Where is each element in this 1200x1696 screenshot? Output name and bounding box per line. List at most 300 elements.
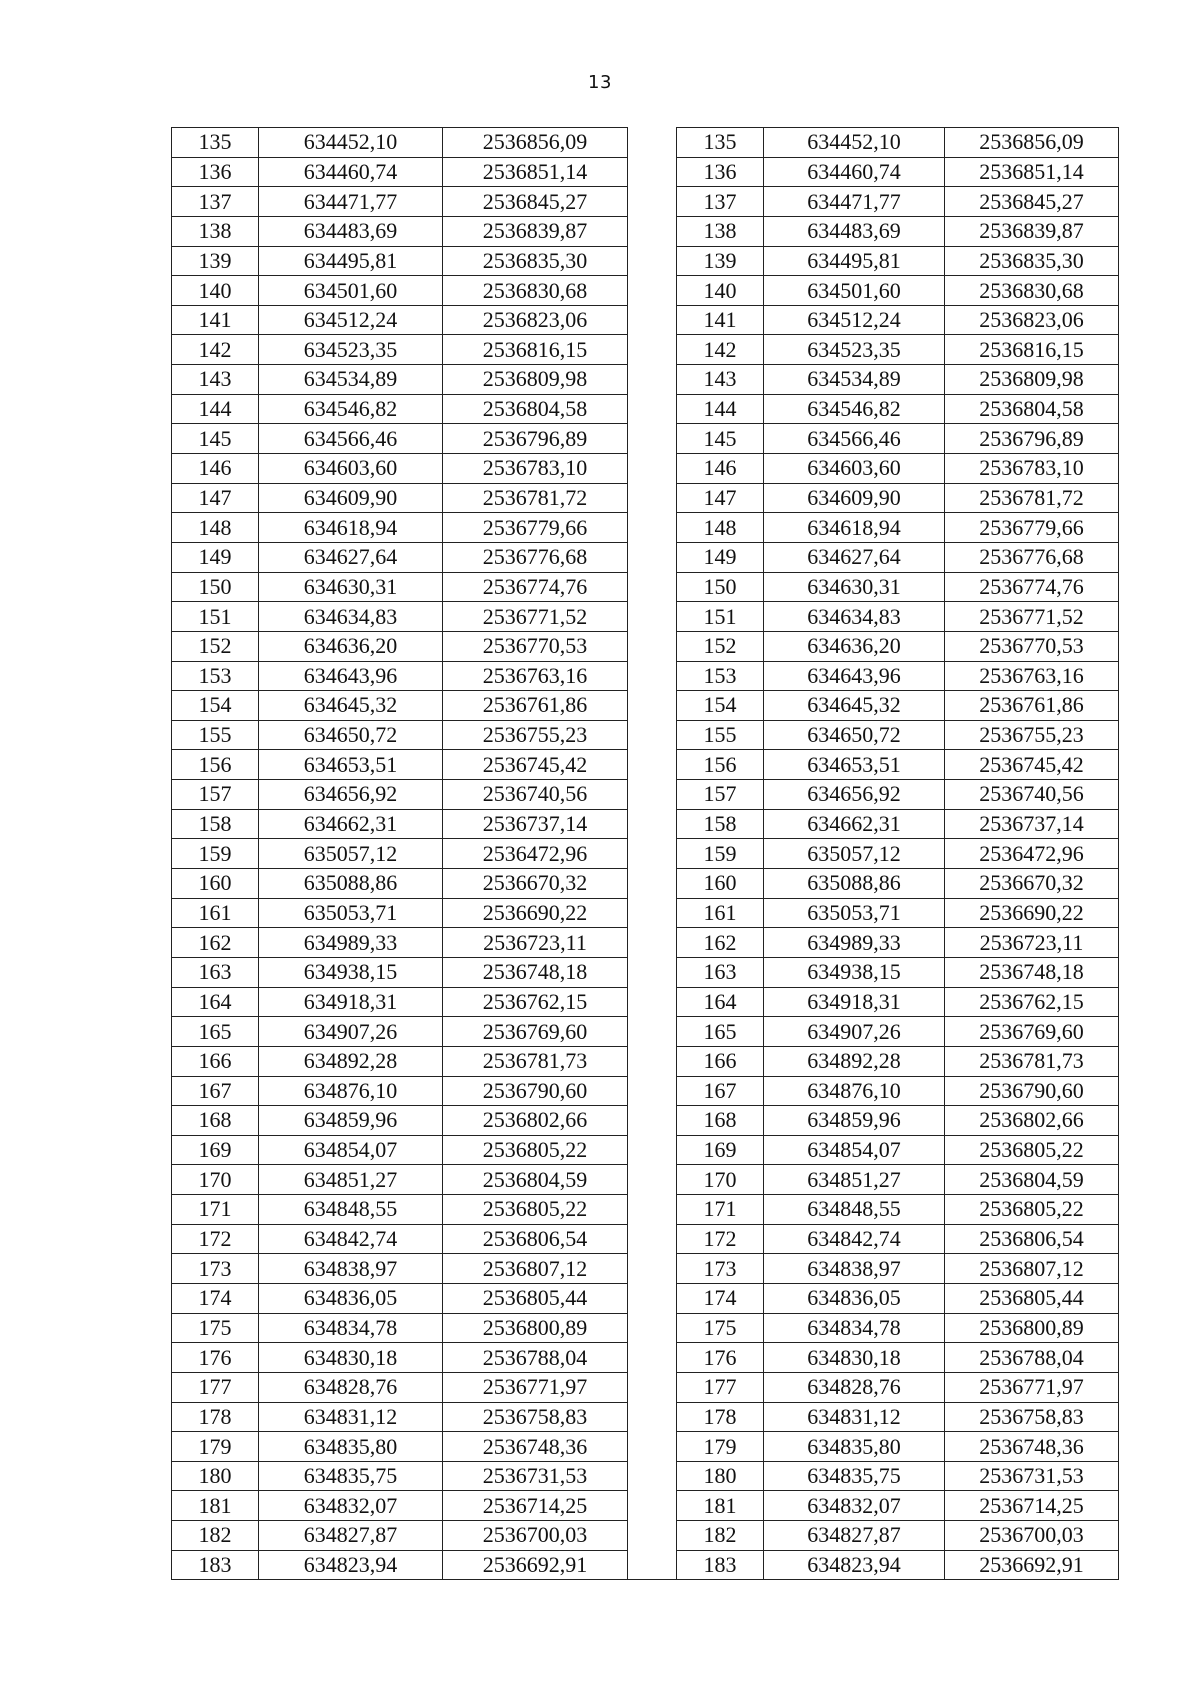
- x-coordinate-cell: 634835,75: [764, 1461, 945, 1491]
- point-number-cell: 141: [677, 305, 764, 335]
- x-coordinate-cell: 634546,82: [259, 394, 443, 424]
- point-number-cell: 175: [172, 1313, 259, 1343]
- x-coordinate-cell: 635088,86: [764, 869, 945, 899]
- x-coordinate-cell: 634634,83: [764, 602, 945, 632]
- column-gap: [628, 1313, 677, 1343]
- point-number-cell: 137: [677, 187, 764, 217]
- y-coordinate-cell: 2536690,22: [443, 898, 628, 928]
- point-number-cell: 168: [172, 1106, 259, 1136]
- y-coordinate-cell: 2536783,10: [443, 454, 628, 484]
- y-coordinate-cell: 2536758,83: [443, 1402, 628, 1432]
- x-coordinate-cell: 634907,26: [259, 1017, 443, 1047]
- point-number-cell: 162: [172, 928, 259, 958]
- x-coordinate-cell: 634892,28: [259, 1046, 443, 1076]
- point-number-cell: 155: [677, 720, 764, 750]
- y-coordinate-cell: 2536830,68: [443, 276, 628, 306]
- y-coordinate-cell: 2536781,73: [945, 1046, 1119, 1076]
- point-number-cell: 170: [172, 1165, 259, 1195]
- point-number-cell: 178: [677, 1402, 764, 1432]
- table-row: [172, 187, 1119, 217]
- y-coordinate-cell: 2536723,11: [945, 928, 1119, 958]
- column-gap: [628, 1135, 677, 1165]
- point-number-cell: 145: [172, 424, 259, 454]
- table-row: [172, 1106, 1119, 1136]
- column-gap: [628, 187, 677, 217]
- y-coordinate-cell: 2536851,14: [443, 157, 628, 187]
- table-row: [172, 809, 1119, 839]
- point-number-cell: 144: [172, 394, 259, 424]
- point-number-cell: 140: [172, 276, 259, 306]
- column-gap: [628, 157, 677, 187]
- table-row: [172, 1550, 1119, 1580]
- column-gap: [628, 1076, 677, 1106]
- table-row: [172, 661, 1119, 691]
- point-number-cell: 164: [172, 987, 259, 1017]
- x-coordinate-cell: 634838,97: [259, 1254, 443, 1284]
- point-number-cell: 158: [172, 809, 259, 839]
- x-coordinate-cell: 634831,12: [259, 1402, 443, 1432]
- y-coordinate-cell: 2536805,22: [945, 1135, 1119, 1165]
- table-row: [172, 1521, 1119, 1551]
- y-coordinate-cell: 2536839,87: [443, 216, 628, 246]
- table-row: [172, 869, 1119, 899]
- y-coordinate-cell: 2536748,18: [443, 957, 628, 987]
- y-coordinate-cell: 2536472,96: [945, 839, 1119, 869]
- y-coordinate-cell: 2536805,22: [945, 1195, 1119, 1225]
- y-coordinate-cell: 2536755,23: [443, 720, 628, 750]
- y-coordinate-cell: 2536804,58: [443, 394, 628, 424]
- x-coordinate-cell: 634523,35: [764, 335, 945, 365]
- x-coordinate-cell: 634460,74: [764, 157, 945, 187]
- y-coordinate-cell: 2536748,36: [443, 1432, 628, 1462]
- column-gap: [628, 1432, 677, 1462]
- x-coordinate-cell: 634831,12: [764, 1402, 945, 1432]
- table-row: [172, 1491, 1119, 1521]
- x-coordinate-cell: 634854,07: [259, 1135, 443, 1165]
- x-coordinate-cell: 634471,77: [764, 187, 945, 217]
- y-coordinate-cell: 2536690,22: [945, 898, 1119, 928]
- x-coordinate-cell: 634460,74: [259, 157, 443, 187]
- point-number-cell: 157: [172, 780, 259, 810]
- point-number-cell: 172: [172, 1224, 259, 1254]
- point-number-cell: 159: [677, 839, 764, 869]
- point-number-cell: 154: [677, 691, 764, 721]
- x-coordinate-cell: 634662,31: [764, 809, 945, 839]
- y-coordinate-cell: 2536804,58: [945, 394, 1119, 424]
- x-coordinate-cell: 634471,77: [259, 187, 443, 217]
- column-gap: [628, 1491, 677, 1521]
- table-row: [172, 1254, 1119, 1284]
- x-coordinate-cell: 634656,92: [764, 780, 945, 810]
- table-row: [172, 394, 1119, 424]
- y-coordinate-cell: 2536737,14: [945, 809, 1119, 839]
- column-gap: [628, 1372, 677, 1402]
- x-coordinate-cell: 634842,74: [764, 1224, 945, 1254]
- table-row: [172, 1461, 1119, 1491]
- table-row: [172, 424, 1119, 454]
- x-coordinate-cell: 634495,81: [259, 246, 443, 276]
- point-number-cell: 135: [172, 128, 259, 158]
- table-row: [172, 246, 1119, 276]
- y-coordinate-cell: 2536823,06: [945, 305, 1119, 335]
- y-coordinate-cell: 2536796,89: [945, 424, 1119, 454]
- x-coordinate-cell: 634827,87: [764, 1521, 945, 1551]
- table-row: [172, 483, 1119, 513]
- column-gap: [628, 394, 677, 424]
- point-number-cell: 160: [677, 869, 764, 899]
- column-gap: [628, 987, 677, 1017]
- x-coordinate-cell: 634828,76: [259, 1372, 443, 1402]
- y-coordinate-cell: 2536781,73: [443, 1046, 628, 1076]
- x-coordinate-cell: 634643,96: [764, 661, 945, 691]
- column-gap: [628, 780, 677, 810]
- y-coordinate-cell: 2536670,32: [443, 869, 628, 899]
- table-row: [172, 987, 1119, 1017]
- y-coordinate-cell: 2536771,52: [443, 602, 628, 632]
- point-number-cell: 182: [677, 1521, 764, 1551]
- point-number-cell: 149: [677, 542, 764, 572]
- x-coordinate-cell: 634851,27: [764, 1165, 945, 1195]
- y-coordinate-cell: 2536774,76: [443, 572, 628, 602]
- y-coordinate-cell: 2536755,23: [945, 720, 1119, 750]
- column-gap: [628, 1343, 677, 1373]
- y-coordinate-cell: 2536805,44: [945, 1283, 1119, 1313]
- column-gap: [628, 483, 677, 513]
- y-coordinate-cell: 2536800,89: [945, 1313, 1119, 1343]
- point-number-cell: 181: [172, 1491, 259, 1521]
- column-gap: [628, 246, 677, 276]
- table-row: [172, 216, 1119, 246]
- x-coordinate-cell: 634645,32: [259, 691, 443, 721]
- y-coordinate-cell: 2536805,22: [443, 1135, 628, 1165]
- point-number-cell: 174: [172, 1283, 259, 1313]
- table-row: [172, 1313, 1119, 1343]
- y-coordinate-cell: 2536700,03: [945, 1521, 1119, 1551]
- point-number-cell: 175: [677, 1313, 764, 1343]
- column-gap: [628, 631, 677, 661]
- column-gap: [628, 335, 677, 365]
- column-gap: [628, 542, 677, 572]
- y-coordinate-cell: 2536802,66: [945, 1106, 1119, 1136]
- column-gap: [628, 276, 677, 306]
- point-number-cell: 153: [172, 661, 259, 691]
- y-coordinate-cell: 2536781,72: [945, 483, 1119, 513]
- point-number-cell: 173: [172, 1254, 259, 1284]
- x-coordinate-cell: 634627,64: [764, 542, 945, 572]
- y-coordinate-cell: 2536796,89: [443, 424, 628, 454]
- table-row: [172, 335, 1119, 365]
- y-coordinate-cell: 2536748,36: [945, 1432, 1119, 1462]
- y-coordinate-cell: 2536807,12: [443, 1254, 628, 1284]
- y-coordinate-cell: 2536762,15: [443, 987, 628, 1017]
- point-number-cell: 180: [172, 1461, 259, 1491]
- x-coordinate-cell: 634609,90: [764, 483, 945, 513]
- x-coordinate-cell: 635057,12: [259, 839, 443, 869]
- point-number-cell: 161: [172, 898, 259, 928]
- y-coordinate-cell: 2536788,04: [945, 1343, 1119, 1373]
- x-coordinate-cell: 634989,33: [259, 928, 443, 958]
- y-coordinate-cell: 2536809,98: [945, 365, 1119, 395]
- point-number-cell: 183: [172, 1550, 259, 1580]
- x-coordinate-cell: 634859,96: [764, 1106, 945, 1136]
- x-coordinate-cell: 635053,71: [764, 898, 945, 928]
- y-coordinate-cell: 2536745,42: [945, 750, 1119, 780]
- point-number-cell: 169: [172, 1135, 259, 1165]
- point-number-cell: 166: [172, 1046, 259, 1076]
- y-coordinate-cell: 2536845,27: [945, 187, 1119, 217]
- point-number-cell: 180: [677, 1461, 764, 1491]
- column-gap: [628, 1283, 677, 1313]
- y-coordinate-cell: 2536758,83: [945, 1402, 1119, 1432]
- point-number-cell: 151: [677, 602, 764, 632]
- table-row: [172, 542, 1119, 572]
- y-coordinate-cell: 2536771,52: [945, 602, 1119, 632]
- y-coordinate-cell: 2536769,60: [443, 1017, 628, 1047]
- coordinates-table: [171, 127, 1119, 1580]
- x-coordinate-cell: 634630,31: [764, 572, 945, 602]
- point-number-cell: 161: [677, 898, 764, 928]
- column-gap: [628, 305, 677, 335]
- x-coordinate-cell: 634828,76: [764, 1372, 945, 1402]
- column-gap: [628, 1402, 677, 1432]
- table-row: [172, 454, 1119, 484]
- table-row: [172, 365, 1119, 395]
- x-coordinate-cell: 634512,24: [764, 305, 945, 335]
- point-number-cell: 138: [677, 216, 764, 246]
- point-number-cell: 179: [677, 1432, 764, 1462]
- y-coordinate-cell: 2536771,97: [443, 1372, 628, 1402]
- y-coordinate-cell: 2536740,56: [443, 780, 628, 810]
- x-coordinate-cell: 634838,97: [764, 1254, 945, 1284]
- x-coordinate-cell: 634603,60: [764, 454, 945, 484]
- y-coordinate-cell: 2536807,12: [945, 1254, 1119, 1284]
- y-coordinate-cell: 2536692,91: [945, 1550, 1119, 1580]
- point-number-cell: 139: [172, 246, 259, 276]
- x-coordinate-cell: 634452,10: [259, 128, 443, 158]
- point-number-cell: 167: [677, 1076, 764, 1106]
- point-number-cell: 156: [172, 750, 259, 780]
- x-coordinate-cell: 634501,60: [259, 276, 443, 306]
- x-coordinate-cell: 634848,55: [259, 1195, 443, 1225]
- y-coordinate-cell: 2536714,25: [443, 1491, 628, 1521]
- x-coordinate-cell: 634452,10: [764, 128, 945, 158]
- point-number-cell: 153: [677, 661, 764, 691]
- y-coordinate-cell: 2536804,59: [443, 1165, 628, 1195]
- y-coordinate-cell: 2536776,68: [945, 542, 1119, 572]
- point-number-cell: 181: [677, 1491, 764, 1521]
- x-coordinate-cell: 634832,07: [259, 1491, 443, 1521]
- x-coordinate-cell: 634836,05: [764, 1283, 945, 1313]
- x-coordinate-cell: 634823,94: [259, 1550, 443, 1580]
- y-coordinate-cell: 2536761,86: [945, 691, 1119, 721]
- y-coordinate-cell: 2536748,18: [945, 957, 1119, 987]
- x-coordinate-cell: 634835,80: [764, 1432, 945, 1462]
- y-coordinate-cell: 2536774,76: [945, 572, 1119, 602]
- y-coordinate-cell: 2536472,96: [443, 839, 628, 869]
- column-gap: [628, 128, 677, 158]
- column-gap: [628, 424, 677, 454]
- y-coordinate-cell: 2536839,87: [945, 216, 1119, 246]
- x-coordinate-cell: 634842,74: [259, 1224, 443, 1254]
- x-coordinate-cell: 634603,60: [259, 454, 443, 484]
- point-number-cell: 169: [677, 1135, 764, 1165]
- point-number-cell: 148: [172, 513, 259, 543]
- table-row: [172, 276, 1119, 306]
- point-number-cell: 150: [677, 572, 764, 602]
- x-coordinate-cell: 634836,05: [259, 1283, 443, 1313]
- x-coordinate-cell: 634662,31: [259, 809, 443, 839]
- column-gap: [628, 1195, 677, 1225]
- column-gap: [628, 928, 677, 958]
- y-coordinate-cell: 2536731,53: [443, 1461, 628, 1491]
- x-coordinate-cell: 634645,32: [764, 691, 945, 721]
- x-coordinate-cell: 634938,15: [259, 957, 443, 987]
- x-coordinate-cell: 634534,89: [259, 365, 443, 395]
- x-coordinate-cell: 634566,46: [764, 424, 945, 454]
- y-coordinate-cell: 2536769,60: [945, 1017, 1119, 1047]
- point-number-cell: 142: [677, 335, 764, 365]
- column-gap: [628, 365, 677, 395]
- point-number-cell: 158: [677, 809, 764, 839]
- y-coordinate-cell: 2536779,66: [443, 513, 628, 543]
- point-number-cell: 139: [677, 246, 764, 276]
- y-coordinate-cell: 2536670,32: [945, 869, 1119, 899]
- point-number-cell: 172: [677, 1224, 764, 1254]
- y-coordinate-cell: 2536802,66: [443, 1106, 628, 1136]
- table-row: [172, 957, 1119, 987]
- x-coordinate-cell: 634650,72: [259, 720, 443, 750]
- x-coordinate-cell: 635053,71: [259, 898, 443, 928]
- table-row: [172, 157, 1119, 187]
- point-number-cell: 149: [172, 542, 259, 572]
- point-number-cell: 144: [677, 394, 764, 424]
- point-number-cell: 178: [172, 1402, 259, 1432]
- y-coordinate-cell: 2536809,98: [443, 365, 628, 395]
- point-number-cell: 141: [172, 305, 259, 335]
- x-coordinate-cell: 634832,07: [764, 1491, 945, 1521]
- x-coordinate-cell: 634834,78: [764, 1313, 945, 1343]
- point-number-cell: 148: [677, 513, 764, 543]
- x-coordinate-cell: 634876,10: [259, 1076, 443, 1106]
- point-number-cell: 165: [172, 1017, 259, 1047]
- point-number-cell: 145: [677, 424, 764, 454]
- column-gap: [628, 1046, 677, 1076]
- point-number-cell: 137: [172, 187, 259, 217]
- table-row: [172, 513, 1119, 543]
- y-coordinate-cell: 2536805,22: [443, 1195, 628, 1225]
- y-coordinate-cell: 2536805,44: [443, 1283, 628, 1313]
- y-coordinate-cell: 2536851,14: [945, 157, 1119, 187]
- column-gap: [628, 1224, 677, 1254]
- y-coordinate-cell: 2536783,10: [945, 454, 1119, 484]
- x-coordinate-cell: 634501,60: [764, 276, 945, 306]
- x-coordinate-cell: 634851,27: [259, 1165, 443, 1195]
- point-number-cell: 168: [677, 1106, 764, 1136]
- y-coordinate-cell: 2536762,15: [945, 987, 1119, 1017]
- column-gap: [628, 454, 677, 484]
- point-number-cell: 151: [172, 602, 259, 632]
- y-coordinate-cell: 2536856,09: [443, 128, 628, 158]
- column-gap: [628, 513, 677, 543]
- point-number-cell: 140: [677, 276, 764, 306]
- point-number-cell: 177: [677, 1372, 764, 1402]
- point-number-cell: 159: [172, 839, 259, 869]
- x-coordinate-cell: 634643,96: [259, 661, 443, 691]
- table-row: [172, 1283, 1119, 1313]
- point-number-cell: 177: [172, 1372, 259, 1402]
- table-row: [172, 1372, 1119, 1402]
- column-gap: [628, 720, 677, 750]
- point-number-cell: 179: [172, 1432, 259, 1462]
- column-gap: [628, 839, 677, 869]
- table-row: [172, 305, 1119, 335]
- x-coordinate-cell: 634854,07: [764, 1135, 945, 1165]
- point-number-cell: 182: [172, 1521, 259, 1551]
- column-gap: [628, 750, 677, 780]
- column-gap: [628, 602, 677, 632]
- x-coordinate-cell: 634609,90: [259, 483, 443, 513]
- y-coordinate-cell: 2536737,14: [443, 809, 628, 839]
- column-gap: [628, 691, 677, 721]
- table-row: [172, 602, 1119, 632]
- column-gap: [628, 957, 677, 987]
- table-row: [172, 631, 1119, 661]
- y-coordinate-cell: 2536763,16: [945, 661, 1119, 691]
- table-row: [172, 1402, 1119, 1432]
- x-coordinate-cell: 635057,12: [764, 839, 945, 869]
- x-coordinate-cell: 634546,82: [764, 394, 945, 424]
- x-coordinate-cell: 634656,92: [259, 780, 443, 810]
- x-coordinate-cell: 634483,69: [764, 216, 945, 246]
- point-number-cell: 157: [677, 780, 764, 810]
- point-number-cell: 136: [172, 157, 259, 187]
- y-coordinate-cell: 2536845,27: [443, 187, 628, 217]
- point-number-cell: 147: [677, 483, 764, 513]
- point-number-cell: 160: [172, 869, 259, 899]
- table-row: [172, 1195, 1119, 1225]
- x-coordinate-cell: 634835,80: [259, 1432, 443, 1462]
- x-coordinate-cell: 634834,78: [259, 1313, 443, 1343]
- column-gap: [628, 661, 677, 691]
- x-coordinate-cell: 634627,64: [259, 542, 443, 572]
- y-coordinate-cell: 2536740,56: [945, 780, 1119, 810]
- y-coordinate-cell: 2536700,03: [443, 1521, 628, 1551]
- y-coordinate-cell: 2536723,11: [443, 928, 628, 958]
- point-number-cell: 143: [677, 365, 764, 395]
- x-coordinate-cell: 634653,51: [259, 750, 443, 780]
- y-coordinate-cell: 2536806,54: [443, 1224, 628, 1254]
- point-number-cell: 163: [172, 957, 259, 987]
- y-coordinate-cell: 2536770,53: [945, 631, 1119, 661]
- x-coordinate-cell: 634618,94: [764, 513, 945, 543]
- column-gap: [628, 869, 677, 899]
- y-coordinate-cell: 2536800,89: [443, 1313, 628, 1343]
- x-coordinate-cell: 634636,20: [764, 631, 945, 661]
- y-coordinate-cell: 2536745,42: [443, 750, 628, 780]
- column-gap: [628, 1461, 677, 1491]
- table-row: [172, 572, 1119, 602]
- y-coordinate-cell: 2536761,86: [443, 691, 628, 721]
- point-number-cell: 142: [172, 335, 259, 365]
- x-coordinate-cell: 634650,72: [764, 720, 945, 750]
- table-row: [172, 720, 1119, 750]
- x-coordinate-cell: 634495,81: [764, 246, 945, 276]
- y-coordinate-cell: 2536790,60: [945, 1076, 1119, 1106]
- x-coordinate-cell: 634892,28: [764, 1046, 945, 1076]
- table-row: [172, 1343, 1119, 1373]
- point-number-cell: 164: [677, 987, 764, 1017]
- point-number-cell: 136: [677, 157, 764, 187]
